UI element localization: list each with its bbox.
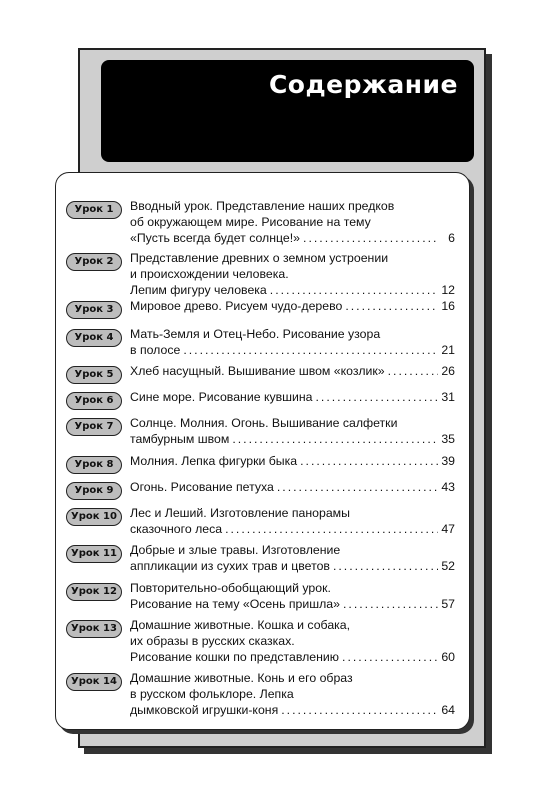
page-number: 52 xyxy=(441,559,455,573)
page-number: 43 xyxy=(441,480,455,494)
page-number: 6 xyxy=(448,231,455,245)
toc-entry-text xyxy=(130,326,455,358)
lesson-badge: Урок 13 xyxy=(66,620,122,638)
toc-entry-title: сказочного леса xyxy=(130,522,223,536)
toc-entry-text xyxy=(130,670,455,718)
lesson-badge: Урок 11 xyxy=(66,545,122,563)
toc-entry-text xyxy=(130,453,455,469)
toc-entry-title: Рисование на тему «Осень пришла» xyxy=(130,597,340,611)
dot-leader xyxy=(303,230,438,246)
toc-entry-line: Солнце. Молния. Огонь. Вышивание салфетки xyxy=(130,416,398,430)
toc-entry-text xyxy=(130,298,455,314)
toc-entry-line: Добрые и злые травы. Изготовление xyxy=(130,543,341,557)
lesson-badge: Урок 4 xyxy=(66,329,122,347)
lesson-badge: Урок 9 xyxy=(66,482,122,500)
dot-leader xyxy=(345,298,438,314)
toc-entry-text xyxy=(130,198,455,246)
dot-leader xyxy=(316,389,438,405)
page-number: 31 xyxy=(441,390,455,404)
dot-leader xyxy=(183,342,438,358)
toc-entry-text xyxy=(130,415,455,447)
toc-entry-text xyxy=(130,505,455,537)
lesson-badge: Урок 14 xyxy=(66,673,122,691)
contents-panel xyxy=(55,172,470,730)
dot-leader xyxy=(388,363,438,379)
toc-entry-title: Мировое древо. Рисуем чудо-дерево xyxy=(130,299,343,313)
dot-leader xyxy=(270,282,438,298)
dot-leader xyxy=(281,702,438,718)
lesson-badge: Урок 12 xyxy=(66,583,122,601)
toc-entry-title: тамбурным швом xyxy=(130,432,230,446)
lesson-badge: Урок 8 xyxy=(66,456,122,474)
page-number: 12 xyxy=(441,283,455,297)
page-number: 57 xyxy=(441,597,455,611)
toc-entry-line: в русском фольклоре. Лепка xyxy=(130,687,294,701)
toc-entry-title: Лепим фигуру человека xyxy=(130,283,267,297)
toc-entry-line: Домашние животные. Конь и его образ xyxy=(130,671,353,685)
lesson-badge: Урок 2 xyxy=(66,253,122,271)
dot-leader xyxy=(225,521,438,537)
toc-entry-title: «Пусть всегда будет солнце!» xyxy=(130,231,301,245)
toc-entry-title: аппликации из сухих трав и цветов xyxy=(130,559,330,573)
toc-entry-line: их образы в русских сказках. xyxy=(130,634,295,648)
toc-entry-text xyxy=(130,580,455,612)
toc-entry-line: Мать-Земля и Отец-Небо. Рисование узора xyxy=(130,327,381,341)
page-title: Содержание xyxy=(268,70,458,99)
toc-entry-title: Рисование кошки по представлению xyxy=(130,650,340,664)
toc-entry-title: Огонь. Рисование петуха xyxy=(130,480,274,494)
title-banner xyxy=(101,60,474,162)
lesson-badge: Урок 7 xyxy=(66,418,122,436)
page-number: 35 xyxy=(441,432,455,446)
toc-entry-text xyxy=(130,389,455,405)
lesson-badge: Урок 1 xyxy=(66,201,122,219)
toc-entry-line: Представление древних о земном устроении xyxy=(130,251,389,265)
toc-entry-text xyxy=(130,542,455,574)
page-number: 47 xyxy=(441,522,455,536)
toc-entry-line: Домашние животные. Кошка и собака, xyxy=(130,618,351,632)
toc-entry-line: Повторительно-обобщающий урок. xyxy=(130,581,331,595)
lesson-badge: Урок 5 xyxy=(66,366,122,384)
toc-entry-text xyxy=(130,363,455,379)
page-number: 60 xyxy=(441,650,455,664)
toc-entry-text xyxy=(130,617,455,665)
toc-entry-title: Сине море. Рисование кувшина xyxy=(130,390,313,404)
toc-entry-text xyxy=(130,250,455,298)
dot-leader xyxy=(333,558,438,574)
toc-entry-line: Вводный урок. Представление наших предков xyxy=(130,199,395,213)
page-number: 64 xyxy=(441,703,455,717)
page-number: 16 xyxy=(441,299,455,313)
toc-entry-title: в полосе xyxy=(130,343,181,357)
dot-leader xyxy=(300,453,438,469)
lesson-badge: Урок 6 xyxy=(66,392,122,410)
toc-entry-line: и происхождении человека. xyxy=(130,267,289,281)
toc-entry-title: дымковской игрушки-коня xyxy=(130,703,279,717)
lesson-badge: Урок 3 xyxy=(66,301,122,319)
toc-entry-title: Хлеб насущный. Вышивание швом «козлик» xyxy=(130,364,385,378)
dot-leader xyxy=(343,596,438,612)
lesson-badge: Урок 10 xyxy=(66,508,122,526)
dot-leader xyxy=(342,649,438,665)
dot-leader xyxy=(277,479,438,495)
dot-leader xyxy=(232,431,438,447)
page-number: 21 xyxy=(441,343,455,357)
toc-entry-title: Молния. Лепка фигурки быка xyxy=(130,454,298,468)
toc-entry-line: об окружающем мире. Рисование на тему xyxy=(130,215,371,229)
page-number: 26 xyxy=(441,364,455,378)
toc-entry-text xyxy=(130,479,455,495)
toc-entry-line: Лес и Леший. Изготовление панорамы xyxy=(130,506,350,520)
page-number: 39 xyxy=(441,454,455,468)
